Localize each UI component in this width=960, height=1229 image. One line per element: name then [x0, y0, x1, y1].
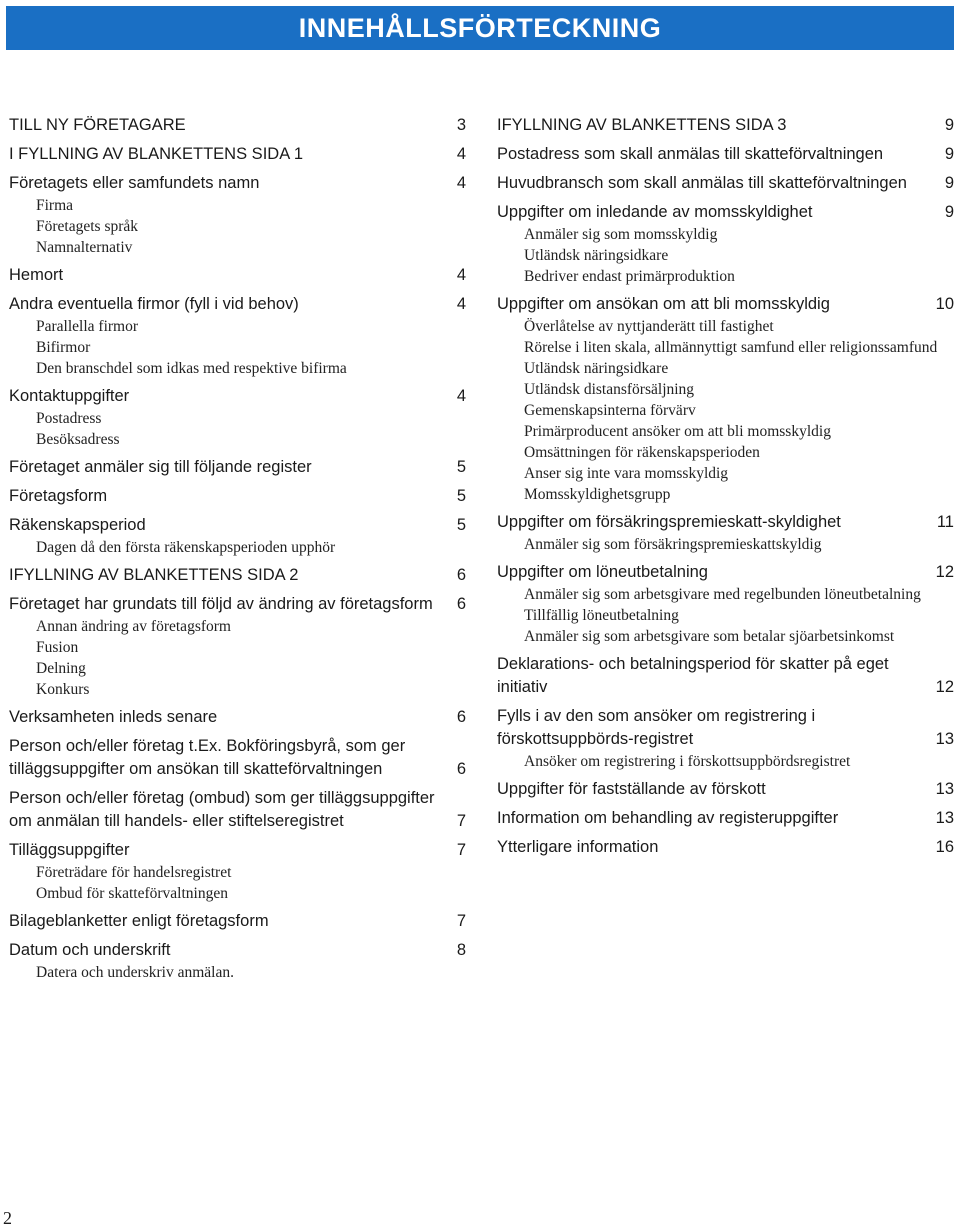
- toc-entry: [9, 385, 466, 408]
- toc-subentry: Bedriver endast primärproduktion: [524, 268, 735, 285]
- toc-entry: [497, 293, 954, 316]
- toc-subentry: Konkurs: [36, 681, 90, 698]
- toc-entry-page: 13: [935, 730, 954, 748]
- toc-entry: [497, 172, 954, 195]
- toc-entry-page: 11: [936, 513, 954, 531]
- toc-entry-page: 3: [456, 116, 466, 134]
- toc-entry-title: Ytterligare information: [497, 838, 659, 856]
- page-title: INNEHÅLLSFÖRTECKNING: [298, 12, 662, 43]
- toc-subentry: Anmäler sig som arbetsgivare som betalar sjöarbetsinkomst: [524, 628, 895, 645]
- toc-entry-page: 7: [456, 812, 466, 830]
- toc-left-column: [9, 114, 466, 983]
- toc-entry-page: 4: [456, 145, 466, 163]
- toc-subentry: Anmäler sig som momsskyldig: [524, 226, 718, 243]
- toc-entry: [497, 778, 954, 801]
- toc-subentry: Utländsk näringsidkare: [524, 360, 669, 377]
- page-number: 2: [3, 1208, 12, 1228]
- toc-entry-title: Verksamheten inleds senare: [9, 708, 218, 726]
- toc-subentry: Rörelse i liten skala, allmännyttigt samfund eller religionssamfund: [524, 339, 938, 356]
- toc-entry-title: Person och/eller företag (ombud) som ger tilläggsuppgifter om anmälan till handels- eller stiftelseregistret: [9, 789, 435, 830]
- toc-entry-page: 4: [456, 295, 466, 313]
- toc-entry-page: 8: [456, 941, 466, 959]
- toc-entry-title: IFYLLNING AV BLANKETTENS SIDA 3: [497, 116, 787, 134]
- toc-subentry: Namnalternativ: [36, 239, 133, 256]
- toc-entry-page: 6: [456, 760, 466, 778]
- toc-subentry: Firma: [36, 197, 74, 214]
- toc-subentry: Ombud för skatteförvaltningen: [36, 885, 228, 902]
- toc-subentry: Dagen då den första räkenskapsperioden upphör: [36, 539, 336, 556]
- toc-entry-title: Postadress som skall anmälas till skatteförvaltningen: [497, 145, 884, 163]
- toc-entry-page: 13: [935, 780, 954, 798]
- toc-entry: [9, 839, 466, 862]
- toc-subentry: Gemenskapsinterna förvärv: [524, 402, 696, 419]
- toc-entry-page: 12: [935, 563, 954, 581]
- toc-entry-title: Uppgifter om löneutbetalning: [497, 563, 708, 581]
- toc-subentry: Primärproducent ansöker om att bli momsskyldig: [524, 423, 831, 440]
- toc-entry-page: 9: [944, 203, 954, 221]
- toc-entry: [9, 114, 466, 137]
- toc-subentry: Anmäler sig som arbetsgivare med regelbunden löneutbetalning: [524, 586, 921, 603]
- toc-entry: [9, 514, 466, 537]
- toc-right-column: [497, 114, 954, 859]
- toc-subentry: Besöksadress: [36, 431, 120, 448]
- toc-entry-page: 9: [944, 174, 954, 192]
- toc-entry: [9, 143, 466, 166]
- toc-entry-title: Uppgifter om inledande av momsskyldighet: [497, 203, 813, 221]
- toc-entry: [497, 807, 954, 830]
- toc-entry: [497, 705, 954, 751]
- toc-entry-page: 4: [456, 387, 466, 405]
- toc-entry-page: 12: [935, 678, 954, 696]
- toc-entry: [9, 456, 466, 479]
- toc-entry-page: 5: [456, 458, 466, 476]
- toc-entry-page: 6: [456, 708, 466, 726]
- toc-entry-title: Uppgifter om ansökan om att bli momsskyldig: [497, 295, 830, 313]
- toc-subentry: Den branschdel som idkas med respektive bifirma: [36, 360, 347, 377]
- toc-entry-page: 7: [456, 912, 466, 930]
- toc-subentry: Postadress: [36, 410, 102, 427]
- toc-entry-title: Information om behandling av registeruppgifter: [497, 809, 839, 827]
- toc-entry-page: 5: [456, 516, 466, 534]
- toc-subentry: Datera och underskriv anmälan.: [36, 964, 234, 981]
- toc-entry: [9, 564, 466, 587]
- toc-entry-title: Tilläggsuppgifter: [9, 841, 130, 859]
- toc-entry-page: 16: [935, 838, 954, 856]
- toc-entry-title: Företagsform: [9, 487, 108, 505]
- toc-entry-title: Datum och underskrift: [9, 941, 171, 959]
- toc-subentry: Företrädare för handelsregistret: [36, 864, 232, 881]
- toc-subentry: Utländsk distansförsäljning: [524, 381, 695, 398]
- toc-entry: [497, 143, 954, 166]
- toc-entry: [9, 293, 466, 316]
- toc-entry-title: Företaget anmäler sig till följande register: [9, 458, 312, 476]
- toc-subentry: Anmäler sig som försäkringspremieskattskyldig: [524, 536, 822, 553]
- toc-entry: [9, 787, 466, 833]
- toc-entry-title: Företaget har grundats till följd av ändring av företagsform: [9, 595, 433, 613]
- toc-entry-page: 13: [935, 809, 954, 827]
- toc-entry-page: 4: [456, 266, 466, 284]
- toc-entry-title: Kontaktuppgifter: [9, 387, 130, 405]
- toc-entry-page: 10: [935, 295, 954, 313]
- toc-entry-title: IFYLLNING AV BLANKETTENS SIDA 2: [9, 566, 299, 584]
- toc-entry-title: Fylls i av den som ansöker om registrering i förskottsuppbörds-registret: [497, 707, 816, 748]
- toc-entry-title: Företagets eller samfundets namn: [9, 174, 260, 192]
- toc-entry-page: 9: [944, 145, 954, 163]
- toc-entry-page: 4: [456, 174, 466, 192]
- toc-entry-title: Uppgifter om försäkringspremieskatt-skyldighet: [497, 513, 841, 531]
- toc-entry: [497, 653, 954, 699]
- toc-entry-title: TILL NY FÖRETAGARE: [9, 116, 186, 134]
- toc-entry: [9, 910, 466, 933]
- toc-entry-page: 5: [456, 487, 466, 505]
- toc-entry-page: 6: [456, 595, 466, 613]
- toc-subentry: Bifirmor: [36, 339, 91, 356]
- toc-subentry: Ansöker om registrering i förskottsuppbördsregistret: [524, 753, 851, 770]
- toc-subentry: Överlåtelse av nyttjanderätt till fastighet: [524, 318, 774, 335]
- toc-subentry: Momsskyldighetsgrupp: [524, 486, 671, 503]
- title-banner: [6, 6, 954, 50]
- toc-entry: [497, 511, 954, 534]
- toc-subentry: Företagets språk: [36, 218, 139, 235]
- toc-entry: [9, 706, 466, 729]
- toc-subentry: Fusion: [36, 639, 79, 656]
- toc-subentry: Anser sig inte vara momsskyldig: [524, 465, 729, 482]
- toc-subentry: Utländsk näringsidkare: [524, 247, 669, 264]
- toc-entry: [9, 264, 466, 287]
- toc-entry-title: Andra eventuella firmor (fyll i vid behov): [9, 295, 299, 313]
- toc-subentry: Annan ändring av företagsform: [36, 618, 231, 635]
- toc-entry: [9, 485, 466, 508]
- toc-entry-title: I FYLLNING AV BLANKETTENS SIDA 1: [9, 145, 304, 163]
- toc-entry: [9, 735, 466, 781]
- toc-entry-page: 7: [456, 841, 466, 859]
- toc-entry: [9, 593, 466, 616]
- toc-entry-title: Hemort: [9, 266, 64, 284]
- toc-entry-page: 9: [944, 116, 954, 134]
- toc-entry: [497, 561, 954, 584]
- toc-entry-title: Deklarations- och betalningsperiod för skatter på eget initiativ: [497, 655, 889, 696]
- toc-entry: [497, 201, 954, 224]
- toc-entry-page: 6: [456, 566, 466, 584]
- toc-subentry: Tillfällig löneutbetalning: [524, 607, 679, 624]
- toc-entry: [9, 172, 466, 195]
- toc-entry-title: Huvudbransch som skall anmälas till skatteförvaltningen: [497, 174, 907, 192]
- toc-entry: [497, 114, 954, 137]
- toc-subentry: Parallella firmor: [36, 318, 138, 335]
- toc-subentry: Delning: [36, 660, 86, 677]
- toc-entry: [497, 836, 954, 859]
- toc-subentry: Omsättningen för räkenskapsperioden: [524, 444, 760, 461]
- toc-entry: [9, 939, 466, 962]
- toc-entry-title: Person och/eller företag t.Ex. Bokföringsbyrå, som ger tilläggsuppgifter om ansökan till skatteförvaltningen: [9, 737, 406, 778]
- toc-entry-title: Räkenskapsperiod: [9, 516, 146, 534]
- toc-entry-title: Uppgifter för fastställande av förskott: [497, 780, 766, 798]
- toc-entry-title: Bilageblanketter enligt företagsform: [9, 912, 269, 930]
